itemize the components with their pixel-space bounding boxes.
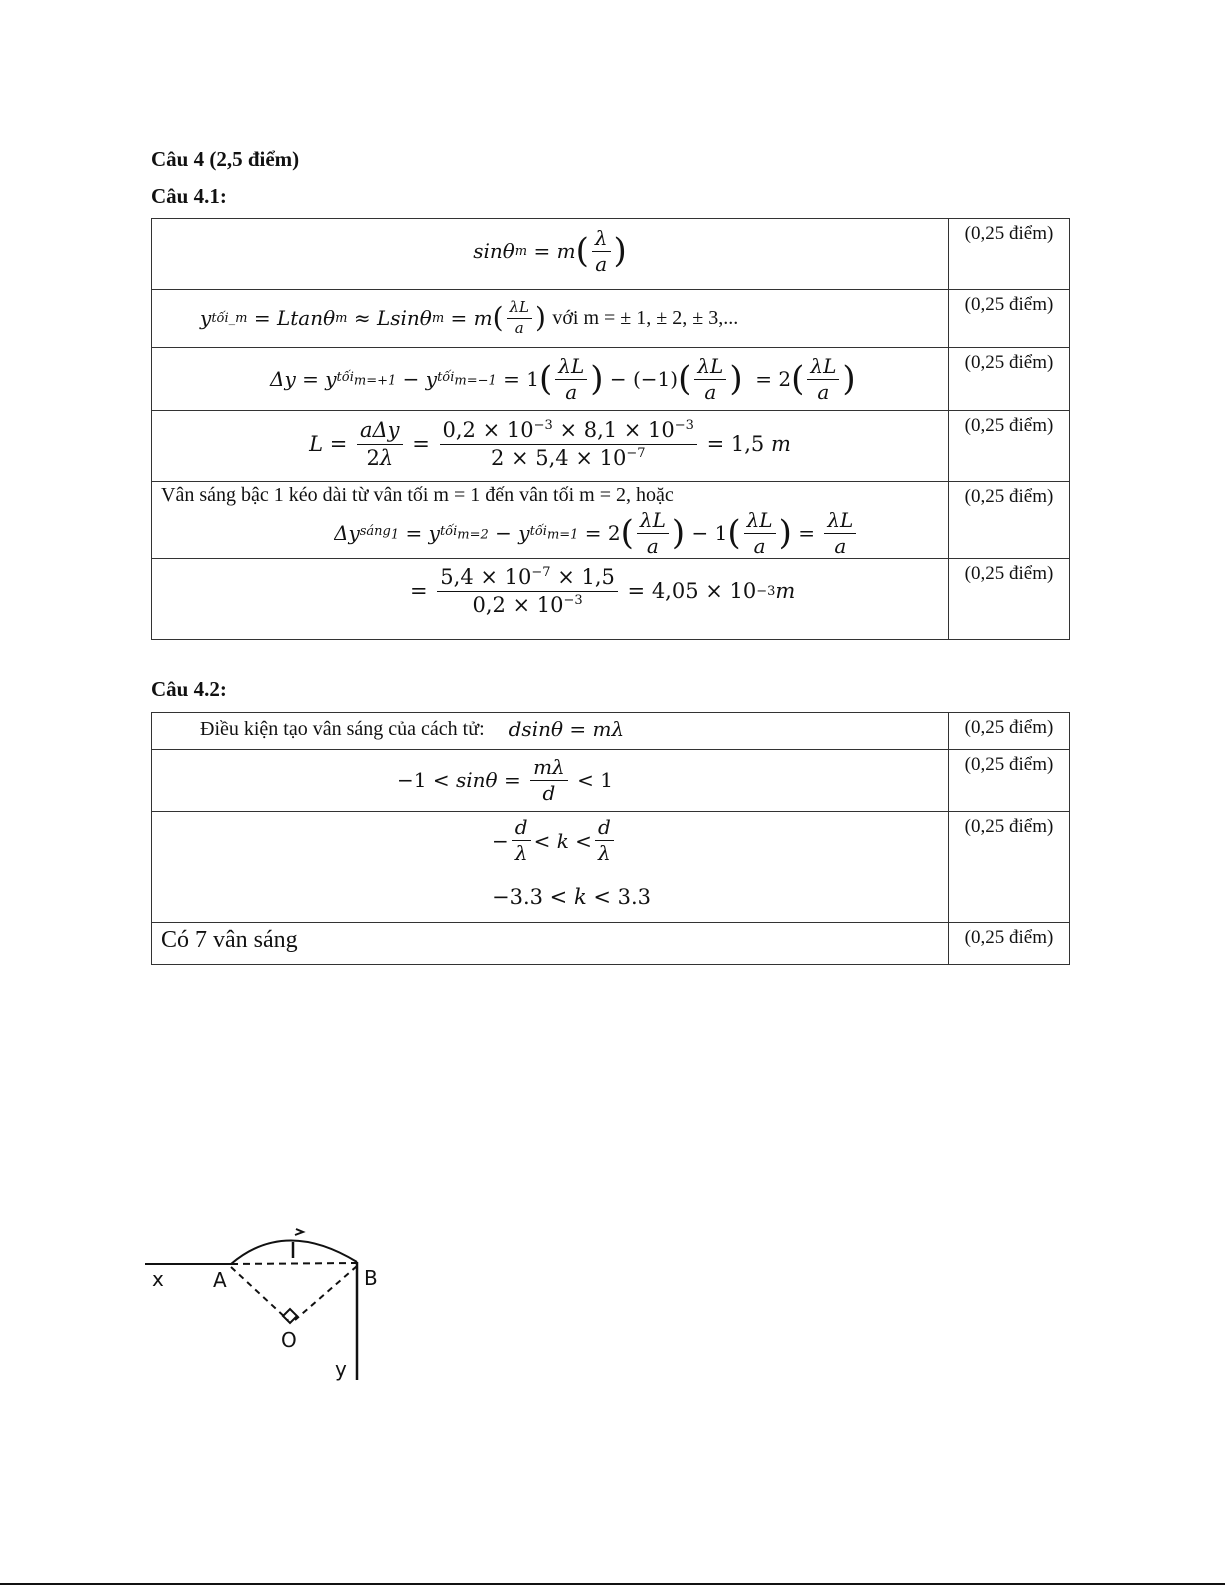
points-cell: (0,25 điểm)	[949, 812, 1070, 923]
label-a: A	[213, 1268, 227, 1292]
points-cell: (0,25 điểm)	[949, 923, 1070, 965]
table-row	[152, 812, 1070, 923]
conclusion-text: Có 7 vân sáng	[161, 927, 298, 953]
grating-condition: Điều kiện tạo vân sáng của cách tử: dsinθ = mλ	[200, 717, 625, 741]
geometry-figure	[145, 1200, 390, 1390]
condition-label: Điều kiện tạo vân sáng của cách tử:	[200, 717, 485, 740]
points-cell: (0,25 điểm)	[949, 713, 1070, 750]
label-o: O	[281, 1328, 297, 1352]
table-row	[152, 750, 1070, 812]
equation-sin-theta: sinθ m = m ( $\frac{\lambda}{a}$ )	[473, 225, 627, 276]
answer-table-4-2	[151, 712, 1070, 965]
equation-cell	[152, 219, 949, 290]
points-cell: (0,25 điểm)	[949, 559, 1070, 640]
heading-question-4: Câu 4 (2,5 điểm)	[151, 147, 300, 171]
equation-cell	[152, 713, 949, 750]
heading-question-4-2: Câu 4.2:	[151, 677, 227, 701]
points-cell: (0,25 điểm)	[949, 219, 1070, 290]
equation-delta-y-bright: Δy sáng$_1$ = y tối$_{m=2}$ − y tối$_{m=1}$ = 2 ( $\frac{\lambda L}{a}$ ) − 1 ( $\frac{\lambda L}{a}$ ) = $\frac{\lambda L}{a}$	[334, 509, 859, 557]
points-cell: (0,25 điểm)	[949, 348, 1070, 411]
points-cell: (0,25 điểm)	[949, 411, 1070, 482]
equation-cell	[152, 348, 949, 411]
label-y: y	[335, 1357, 347, 1381]
points-cell: (0,25 điểm)	[949, 290, 1070, 348]
equation-cell	[152, 482, 949, 559]
equation-y-dark: y tối_m = Ltanθ m ≈ Lsinθ m = m ( $\frac{\lambda L}{a}$ ) với m = ± 1, ± 2, ± 3,...	[200, 298, 739, 337]
equation-k-bound: − $\frac{d}{\lambda}$ < k < $\frac{d}{\lambda}$	[492, 816, 617, 865]
table-row	[152, 923, 1070, 965]
equation-k-numeric: −3.3 < k < 3.3	[492, 885, 652, 909]
equation-cell	[152, 923, 949, 965]
equation-result: = $\frac{5,4 \times 10^{-7} \times 1,5}{0,2 \times 10^{-3}}$ = 4,05 × 10 −3 m	[410, 565, 796, 617]
heading-question-4-1: Câu 4.1:	[151, 184, 227, 208]
equation-cell	[152, 812, 949, 923]
equation-cell	[152, 290, 949, 348]
points-cell: (0,25 điểm)	[949, 750, 1070, 812]
figure-lines	[145, 1200, 390, 1390]
answer-table-4-1	[151, 218, 1070, 640]
table-row	[152, 219, 1070, 290]
equation-delta-y: Δy = y tối$_{m=+1}$ − y tối$_{m=-1}$ = 1 ( $\frac{\lambda L}{a}$ ) − (−1) ( $\frac{\lambda L}{a}$ ) = 2 ( $\frac{\lambda L}{a}$ )	[270, 353, 856, 404]
condition-text: với m = ± 1, ± 2, ± 3,...	[552, 306, 739, 329]
equation-sin-bound: −1 < sinθ = $\frac{m\lambda}{d}$ < 1	[397, 754, 613, 805]
table-row	[152, 348, 1070, 411]
equation-L: L = $\frac{\text{aΔy}}{2\lambda}$ = $\frac{0,2 \times 10^{-3} \times 8,1 \times 10^{-3}}{2 \times 5,4 \times 10^{-7}}$ = 1,5 m	[309, 418, 791, 470]
table-row	[152, 411, 1070, 482]
label-x: x	[152, 1267, 164, 1291]
equation-cell	[152, 750, 949, 812]
table-row	[152, 713, 1070, 750]
equation-cell	[152, 411, 949, 482]
table-row	[152, 559, 1070, 640]
points-cell: (0,25 điểm)	[949, 482, 1070, 559]
label-b: B	[364, 1266, 378, 1290]
table-row	[152, 290, 1070, 348]
explanation-text: Vân sáng bậc 1 kéo dài từ vân tối m = 1 đến vân tối m = 2, hoặc	[161, 484, 674, 506]
table-row	[152, 482, 1070, 559]
equation-cell	[152, 559, 949, 640]
